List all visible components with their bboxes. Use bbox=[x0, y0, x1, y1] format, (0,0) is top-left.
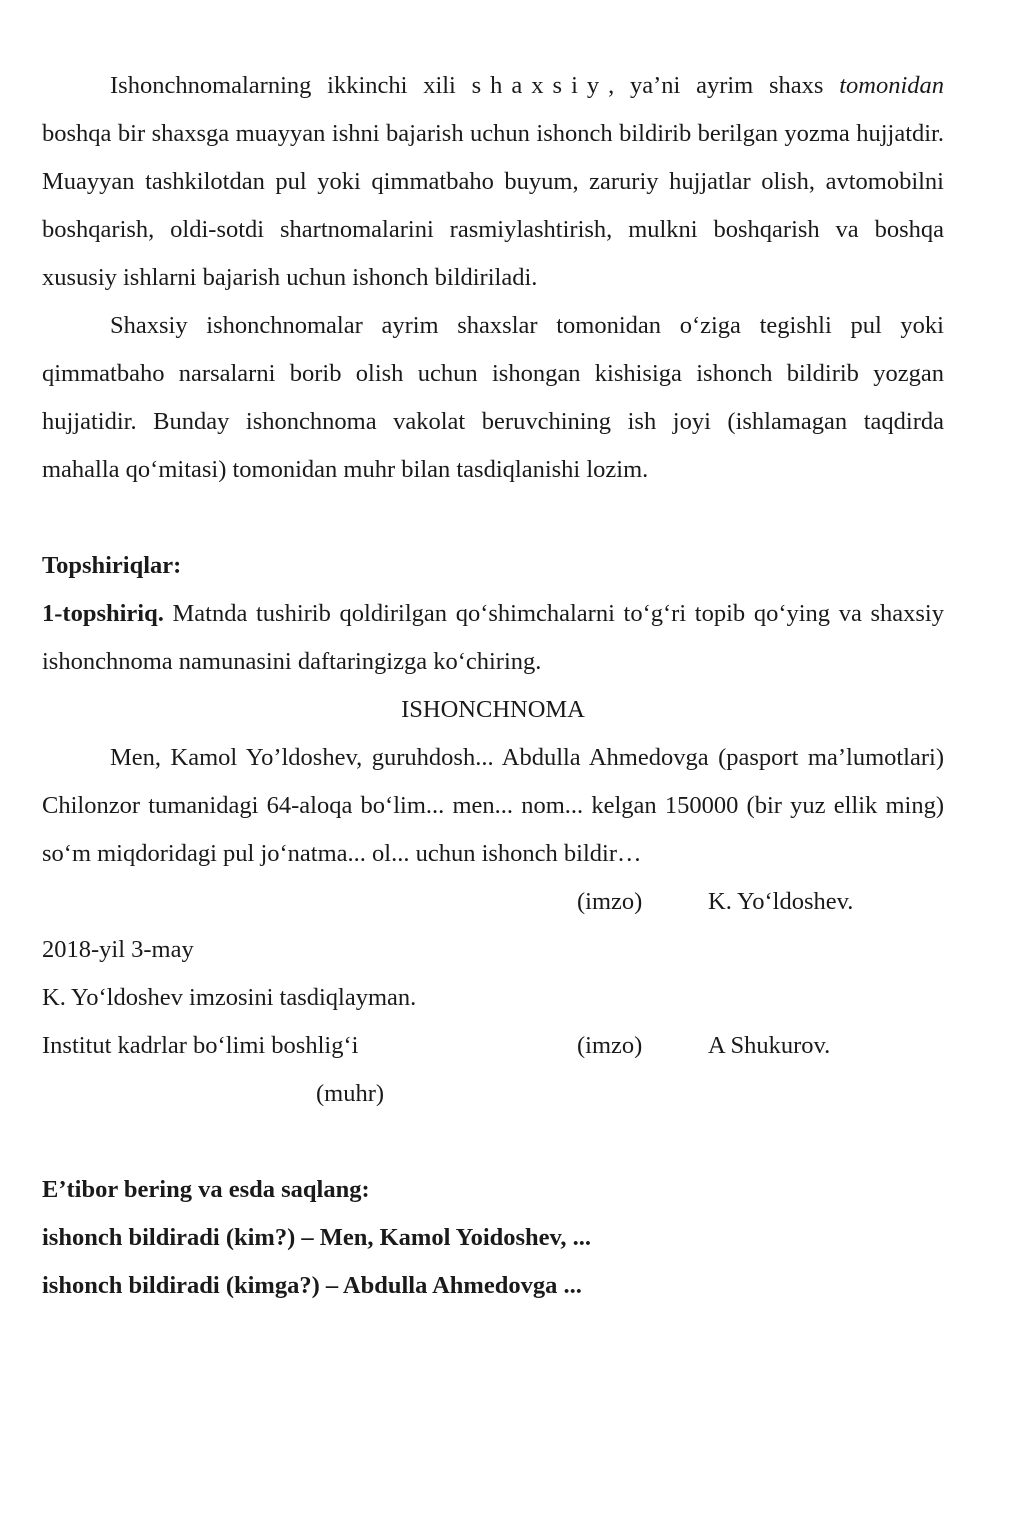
para1-spaced-term: shaxsiy bbox=[471, 72, 609, 99]
note-line-1: ishonch bildiradi (kim?) – Men, Kamol Yoidoshev, ... bbox=[42, 1224, 592, 1251]
signer-name-2: A Shukurov. bbox=[708, 1032, 831, 1059]
signer-name-1: K. Yo‘ldoshev. bbox=[708, 888, 854, 915]
note-line-2: ishonch bildiradi (kimga?) – Abdulla Ahmedovga ... bbox=[42, 1272, 582, 1299]
paragraph-personal-proxy-usage: Shaxsiy ishonchnomalar ayrim shaxslar tomonidan o‘ziga tegishli pul yoki qimmatbaho narsalarni borib olish uchun ishongan kishisiga ishonch bildirib yozgan hujjatidir. Bunday ishonchnoma vakolat beruvchining ish joyi (ishlamagan taqdirda mahalla qo‘mitasi) tomonidan muhr bilan tasdiqlanishi lozim. bbox=[42, 312, 944, 483]
para1-rest: boshqa bir shaxsga muayyan ishni bajarish uchun ishonch bildirib berilgan yozma hujjatdir. Muayyan tashkilotdan pul yoki qimmatbaho buyum, zaruriy hujjatlar olish, avtomobilni boshqarish, oldi-sotdi shartnomalarini rasmiylashtirish, mulkni boshqarish va boshqa xususiy ishlarni bajarish uchun ishonch bildiriladi. bbox=[42, 120, 944, 291]
note-heading: E’tibor bering va esda saqlang: bbox=[42, 1176, 370, 1203]
document-page bbox=[42, 62, 944, 1310]
signature-row-1 bbox=[42, 878, 944, 926]
confirmation-line: K. Yo‘ldoshev imzosini tasdiqlayman. bbox=[42, 984, 417, 1011]
task-1-text: Matnda tushirib qoldirilgan qo‘shimchalarni to‘g‘ri topib qo‘ying va shaxsiy ishonchnoma namunasini daftaringizga ko‘chiring. bbox=[42, 600, 944, 675]
para1-lead: Ishonchnomalarning ikkinchi xili bbox=[110, 72, 472, 99]
paragraph-personal-proxy-definition bbox=[42, 62, 944, 302]
section-spacer-2 bbox=[42, 1118, 944, 1166]
para1-after-term: , ya’ni ayrim shaxs bbox=[608, 72, 840, 99]
tasks-heading: Topshiriqlar: bbox=[42, 552, 182, 579]
confirmer-position: Institut kadrlar bo‘limi boshlig‘i bbox=[42, 1032, 359, 1059]
signature-row-2 bbox=[42, 1022, 944, 1070]
para1-italic-word: tomonidan bbox=[839, 72, 944, 99]
document-title: ISHONCHNOMA bbox=[401, 696, 585, 723]
section-spacer bbox=[42, 494, 944, 542]
document-body: Men, Kamol Yo’ldoshev, guruhdosh... Abdulla Ahmedovga (pasport ma’lumotlari) Chilonzor tumanidagi 64-aloqa bo‘lim... men... nom... kelgan 150000 (bir yuz ellik ming) so‘m miqdoridagi pul jo‘natma... ol... uchun ishonch bildir… bbox=[42, 744, 944, 867]
task-1-label: 1-topshiriq. bbox=[42, 600, 164, 627]
signature-placeholder-2: (imzo) bbox=[577, 1032, 643, 1059]
seal-placeholder: (muhr) bbox=[316, 1080, 385, 1107]
task-1 bbox=[42, 590, 944, 686]
signature-placeholder-1: (imzo) bbox=[577, 888, 643, 915]
document-date: 2018-yil 3-may bbox=[42, 936, 194, 963]
